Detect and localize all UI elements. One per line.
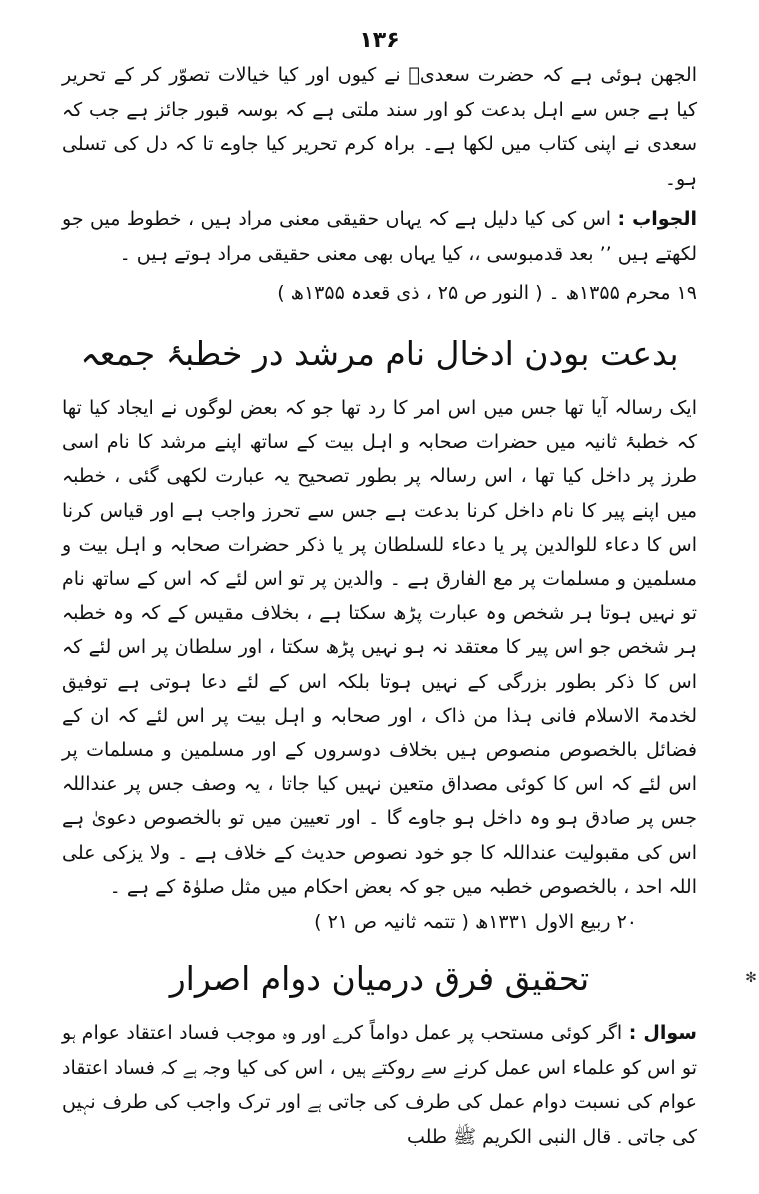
section-heading-1: بدعت بودن ادخال نام مرشد در خطبۂ جمعہ — [80, 334, 679, 373]
question-label: سوال : — [628, 1022, 697, 1045]
page-number: ۱۳۶ — [359, 28, 400, 53]
question-paragraph — [62, 1016, 697, 1154]
date-reference-2: ۲۰ ربیع الاول ۱۳۳۱ھ ( تتمہ ثانیہ ص ۲۱ ) — [314, 911, 637, 934]
intro-paragraph: الجھن ہوئی ہے کہ حضرت سعدیؒ نے کیوں اور کیا خیالات تصوّر کر کے تحریر کیا ہے جس سے اہل بدعت کو اور سند ملتی ہے کہ بوسہ قبور جائز ہے جب کہ سعدی نے اپنی کتاب میں لکھا ہے۔ براہ کرم تحریر کیا جاوے تا کہ دل کی تسلی ہو۔ — [62, 64, 697, 190]
body-paragraph: ایک رسالہ آیا تھا جس میں اس امر کا رد تھا جو کہ بعض لوگوں نے ایجاد کیا تھا کہ خطبۂ ثانیہ میں حضرات صحابہ و اہل بیت کے ساتھ اپنے مرشد کا نام اسی طرز پر داخل کیا تھا ، اس رسالہ پر بطور تصحیح یہ عبارت لکھی گئی ، خطبہ میں اپنے پیر کا نام داخل کرنا بدعت ہے جس سے تحرز واجب ہے اور قیاس کرنا اس کا دعاء للوالدین پر یا دعاء للسلطان پر یا ذکر حضرات صحابہ و اہل بیت و مسلمین و مسلمات پر مع الفارق ہے ۔ والدین پر تو اس لئے کہ اس کے ساتھ نام تو نہیں ہوتا ہر شخص وہ عبارت پڑھ سکتا ہے ، بخلاف مقیس کے کہ وہ خطبہ ہر شخص جو اس پیر کا معتقد نہ ہو نہیں پڑھ سکتا ، اور سلطان پر اس لئے کہ اس کا ذکر بطور بزرگی کے نہیں ہوتا بلکہ اس کے لئے دعا ہوتی ہے توفیق لخدمۃ الاسلام فانی ہذا من ذاک ، اور صحابہ و اہل بیت پر اس لئے کہ ان کے فضائل بالخصوص منصوص ہیں بخلاف دوسروں کے اور مسلمین و مسلمات پر اس لئے کہ اس کا کوئی مصداق متعین نہیں کیا جاتا ، یہ وصف جس پر عنداللہ جس پر صادق ہو وہ داخل ہو جاوے گا ۔ اور تعیین میں تو بالخصوص دعویٰ ہے اس کی مقبولیت عنداللہ کا جو خود نصوص حدیث کے خلاف ہے ۔ ولا یزکی علی اللہ احد ، بالخصوص خطبہ میں جو کہ بعض احکام میں مثل صلوٰۃ کے ہے ۔ — [62, 397, 697, 898]
answer-label: الجواب : — [617, 208, 698, 230]
question-text: اگر کوئی مستحب پر عمل دواماً کرے اور وہ موجب فساد اعتقاد عوام ہو تو اس کو علماء اس عمل کرنے سے روکتے ہیں ، اس کی کیا وجہ ہے کہ فساد اعتقاد عوام کی نسبت دوام عمل کی طرف کی جاتی ہے اور ترک واجب کی طرف نہیں کی جاتی ۔ قال النبی الکریم ﷺ طلب — [62, 1022, 697, 1148]
section-heading-2: تحقیق فرق درمیان دوام اصرار — [169, 959, 590, 999]
date-reference-1: ۱۹ محرم ۱۳۵۵ھ ۔ ( النور ص ۲۵ ، ذی قعدہ ۱۳۵۵ھ ) — [277, 282, 697, 304]
answer-paragraph — [62, 202, 697, 271]
answer-text: اس کی کیا دلیل ہے کہ یہاں حقیقی معنی مراد ہیں ، خطوط میں جو لکھتے ہیں ’’ بعد قدمبوسی ،، کیا یہاں بھی معنی حقیقی مراد ہوتے ہیں ۔ — [62, 208, 697, 265]
margin-mark-icon: ✻ — [745, 970, 757, 986]
